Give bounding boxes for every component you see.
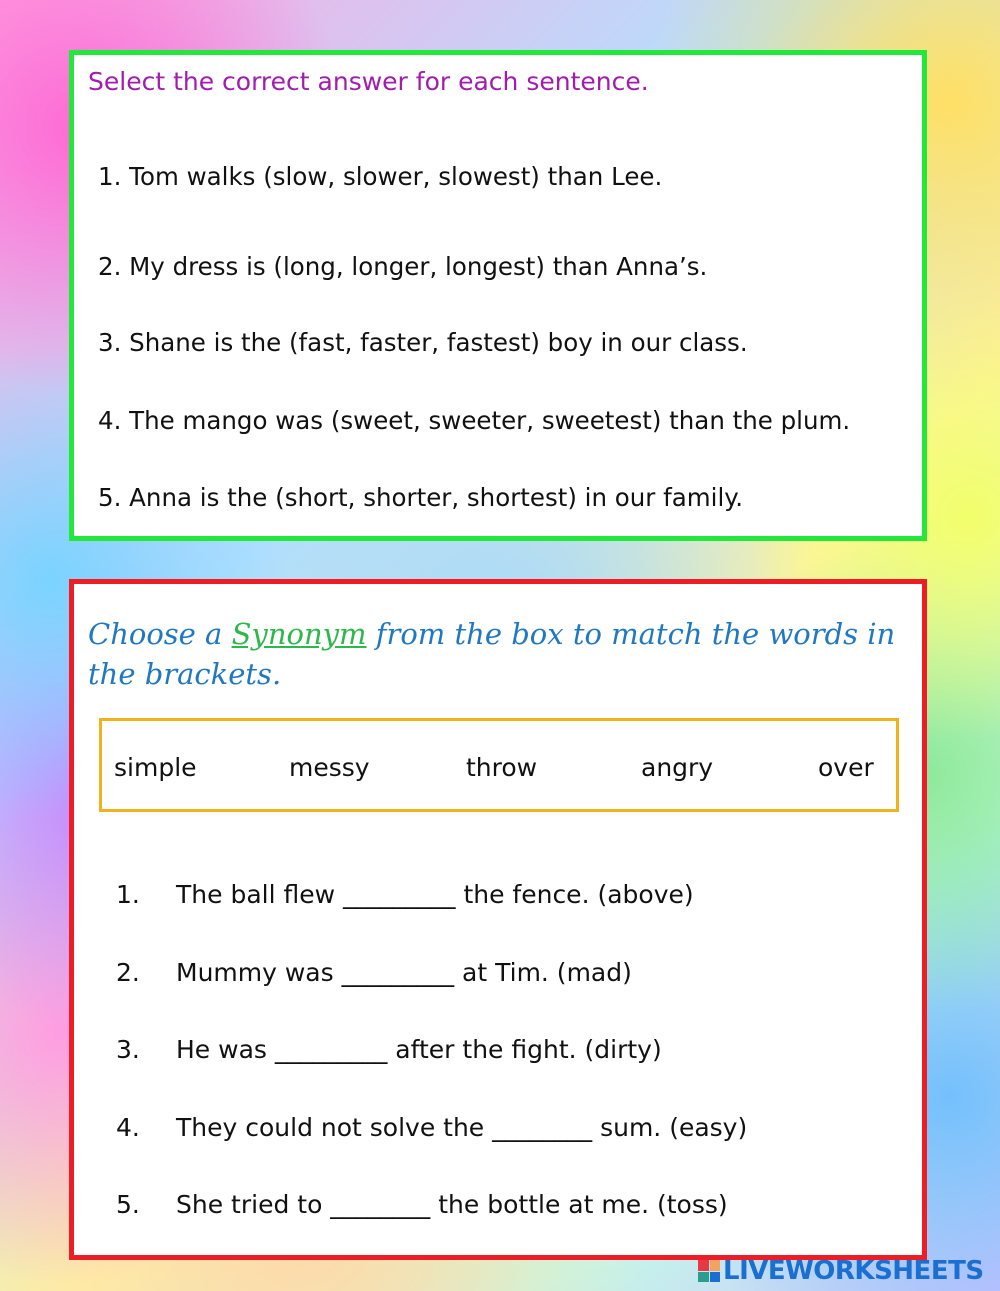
instruction-part-2: from the box to match the words in the brackets. [88, 617, 896, 691]
synonym-question-2: Mummy was _________ at Tim. (mad) [176, 958, 632, 987]
instruction-synonyms [88, 614, 908, 694]
word-option-angry: angry [641, 753, 714, 782]
word-option-simple: simple [114, 753, 197, 782]
question-number-3: 3. [116, 1035, 140, 1064]
liveworksheets-logo-text: LIVEWORKSHEETS [723, 1256, 984, 1286]
section-synonyms [69, 579, 927, 1260]
liveworksheets-logo [698, 1256, 984, 1286]
word-box [99, 718, 899, 812]
synonym-question-5: She tried to ________ the bottle at me. (toss) [176, 1190, 728, 1219]
synonym-question-3: He was _________ after the fight. (dirty) [176, 1035, 662, 1064]
comparative-sentence-4: 4. The mango was (sweet, sweeter, sweetest) than the plum. [98, 406, 851, 435]
comparative-sentence-5: 5. Anna is the (short, shorter, shortest) in our family. [98, 483, 744, 512]
question-number-5: 5. [116, 1190, 140, 1219]
liveworksheets-logo-icon [698, 1260, 720, 1282]
instruction-part-1: Choose a [88, 617, 232, 651]
comparative-sentence-2: 2. My dress is (long, longer, longest) than Anna’s. [98, 252, 708, 281]
comparative-sentence-1: 1. Tom walks (slow, slower, slowest) than Lee. [98, 162, 663, 191]
word-option-messy: messy [289, 753, 370, 782]
question-number-1: 1. [116, 880, 140, 909]
word-option-throw: throw [466, 753, 538, 782]
section-comparatives [69, 50, 927, 541]
word-option-over: over [818, 753, 874, 782]
question-number-4: 4. [116, 1113, 140, 1142]
synonym-question-1: The ball flew _________ the fence. (above) [176, 880, 694, 909]
question-number-2: 2. [116, 958, 140, 987]
instruction-comparatives: Select the correct answer for each sentence. [88, 67, 649, 96]
synonym-keyword: Synonym [231, 617, 367, 651]
comparative-sentence-3: 3. Shane is the (fast, faster, fastest) boy in our class. [98, 328, 748, 357]
synonym-question-4: They could not solve the ________ sum. (easy) [176, 1113, 748, 1142]
